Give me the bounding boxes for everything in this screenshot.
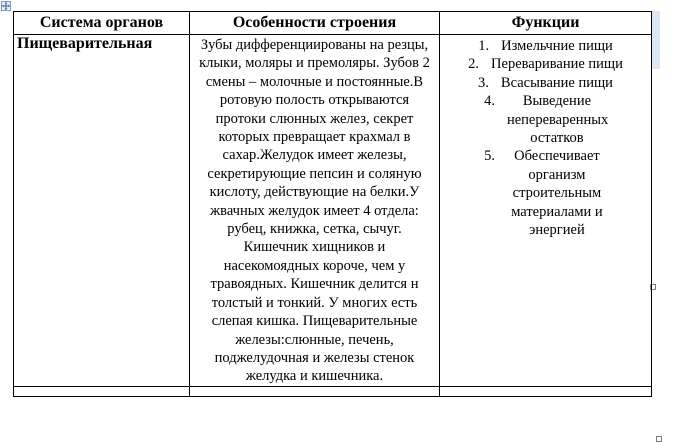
header-functions: Функции — [440, 12, 652, 35]
function-text: Всасывание пищи — [500, 74, 613, 91]
function-number: 2. — [468, 56, 480, 73]
function-item — [444, 37, 647, 55]
organ-systems-table — [13, 11, 652, 397]
move-arrows-icon — [2, 2, 10, 10]
function-number: 4. — [484, 93, 495, 110]
empty-row — [14, 386, 652, 396]
system-cell: Пищеварительная — [14, 35, 190, 387]
table-row — [14, 35, 652, 387]
table-resize-handle[interactable] — [656, 436, 662, 442]
empty-cell[interactable] — [14, 386, 190, 396]
function-text: Переваривание пищи — [491, 56, 623, 73]
header-system: Система органов — [14, 12, 190, 35]
function-number: 3. — [478, 74, 489, 91]
function-item — [444, 74, 647, 92]
empty-cell[interactable] — [440, 386, 652, 396]
function-text: Выведение непереваренных остатков — [506, 93, 609, 147]
function-item — [444, 55, 647, 73]
empty-cell[interactable] — [190, 386, 440, 396]
function-item — [444, 92, 647, 147]
functions-cell — [440, 35, 652, 387]
structure-cell: Зубы дифференциированы на резцы, клыки, моляры и премоляры. Зубов 2 смены – молочные и постоянные.В ротовую полость открываются протоки слюнных желез, секрет которых превращает крахмал в сахар.Желудок имеет железы, секретирующие пепсин и соляную кислоту, действующие на белки.У жвачных желудок имеет 4 отдела: рубец, книжка, сетка, сычуг. Кишечник хищников и насекомоядных короче, чем у травоядных. Кишечник делится н толстый и тонкий. У многих есть слепая кишка. Пищеварительные железы:слюнные, печень, поджелудочная и железы стенок желудка и кишечника. — [190, 35, 440, 387]
function-number: 5. — [484, 148, 495, 165]
function-text: Измельчние пищи — [501, 38, 613, 54]
header-row — [14, 12, 652, 35]
function-item — [444, 147, 647, 239]
functions-list — [444, 37, 647, 239]
selection-side-bar — [652, 11, 660, 69]
function-number: 1. — [478, 38, 490, 54]
function-text: Обеспечивает организм строительным материалами и энергией — [511, 148, 603, 239]
table-move-handle[interactable] — [1, 1, 11, 11]
header-structure: Особенности строения — [190, 12, 440, 35]
